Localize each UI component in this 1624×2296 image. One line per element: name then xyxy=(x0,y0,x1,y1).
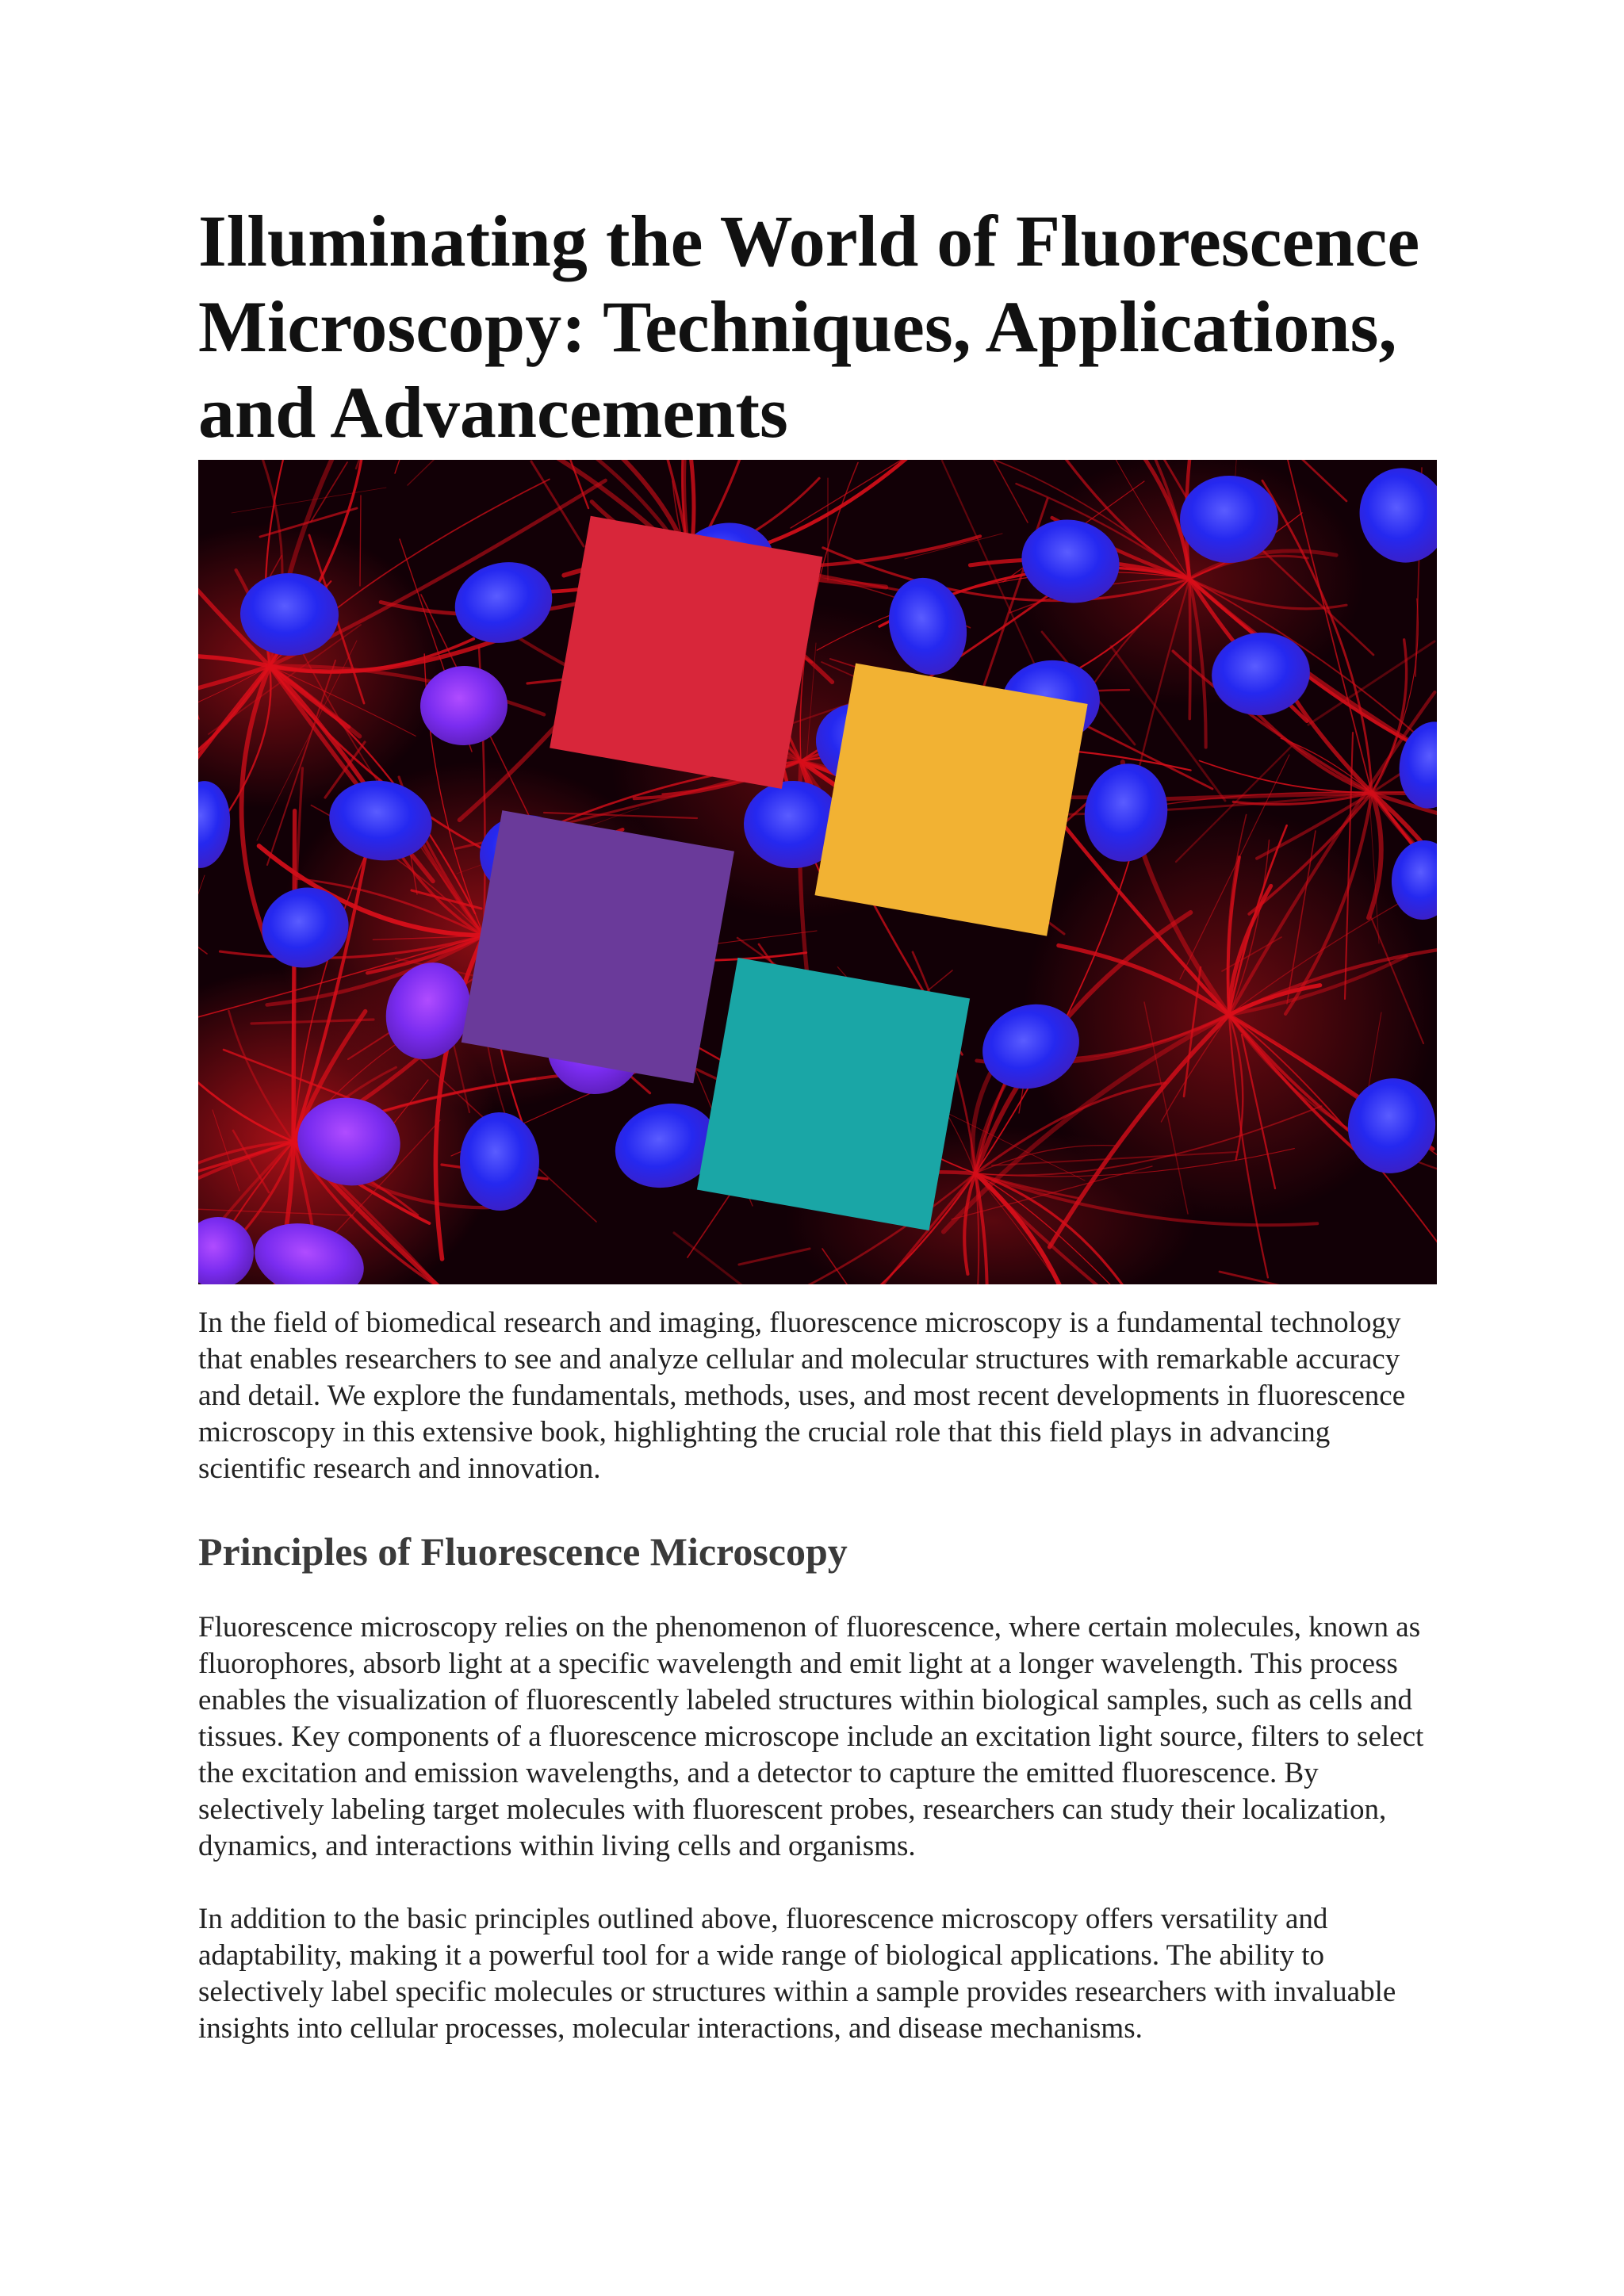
article xyxy=(198,198,1437,2047)
body-paragraph-1: Fluorescence microscopy relies on the phenomenon of fluorescence, where certain molecules, known as fluorophores, absorb light at a specific wavelength and emit light at a longer wavelength. This process enables the visualization of fluorescently labeled structures within biological samples, such as cells and tissues. Key components of a fluorescence microscope include an excitation light source, filters to select the excitation and emission wavelengths, and a detector to capture the emitted fluorescence. By selectively labeling target molecules with fluorescent probes, researchers can study their localization, dynamics, and interactions within living cells and organisms. xyxy=(198,1611,1424,1862)
intro-paragraph: In the field of biomedical research and imaging, fluorescence microscopy is a fundamental technology that enables researchers to see and analyze cellular and molecular structures with remarkable accuracy and detail. We explore the fundamentals, methods, uses, and most recent developments in fluorescence microscopy in this extensive book, highlighting the crucial role that this field plays in advancing scientific research and innovation. xyxy=(198,1307,1406,1485)
body-paragraph-2: In addition to the basic principles outlined above, fluorescence microscopy offers versatility and adaptability, making it a powerful tool for a wide range of biological applications. The ability to selectively label specific molecules or structures within a sample provides researchers with invaluable insights into cellular processes, molecular interactions, and disease mechanisms. xyxy=(198,1903,1396,2045)
hero-image xyxy=(198,460,1437,1284)
section-heading: Principles of Fluorescence Microscopy xyxy=(198,1529,848,1574)
article-title: Illuminating the World of Fluorescence Microscopy: Techniques, Applications, and Advancements xyxy=(198,201,1420,453)
site-logo-icon xyxy=(214,476,1437,1284)
